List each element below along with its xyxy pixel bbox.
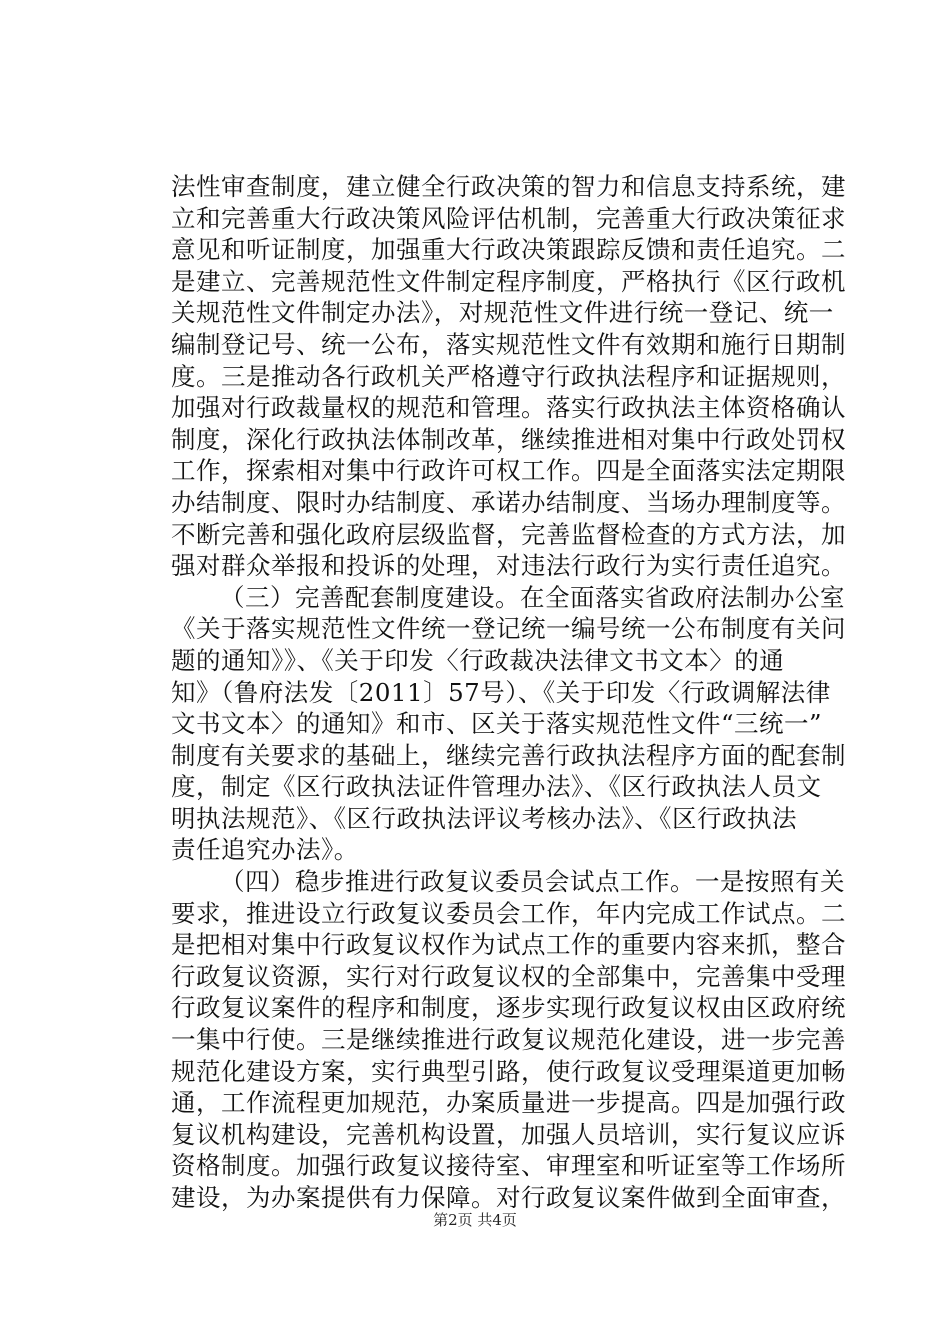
text-line: 立和完善重大行政决策风险评估机制，完善重大行政决策征求 [171,203,846,233]
text-line: 知》（鲁府法发〔2011〕57号）、《关于印发〈行政调解法律 [171,677,831,707]
paragraph-heading-4: （四）稳步推进行政复议委员会试点工作。一是按照有关 [220,867,845,897]
text-line: 文书文本〉的通知》和市、区关于落实规范性文件“三统一” [171,709,823,739]
body-text [171,171,846,1214]
text-line: 度。三是推动各行政机关严格遵守行政执法程序和证据规则， [171,361,846,391]
text-line: 是把相对集中行政复议权作为试点工作的重要内容来抓，整合 [171,930,846,960]
text-line: 办结制度、限时办结制度、承诺办结制度、当场办理制度等。 [171,487,846,517]
text-line: 加强对行政裁量权的规范和管理。落实行政执法主体资格确认 [171,393,846,423]
text-line: 明执法规范》、《区行政执法评议考核办法》、《区行政执法 [171,803,797,833]
text-line: 复议机构建设，完善机构设置，加强人员培训，实行复议应诉 [171,1119,846,1149]
text-line: 一集中行使。三是继续推进行政复议规范化建设，进一步完善 [171,1025,846,1055]
text-line: 资格制度。加强行政复议接待室、审理室和听证室等工作场所 [171,1151,846,1181]
text-line: 意见和听证制度，加强重大行政决策跟踪反馈和责任追究。二 [171,235,846,265]
text-line: 度，制定《区行政执法证件管理办法》、《区行政执法人员文 [171,772,822,802]
text-line: 不断完善和强化政府层级监督，完善监督检查的方式方法，加 [171,519,846,549]
text-line: 通，工作流程更加规范，办案质量进一步提高。四是加强行政 [171,1088,846,1118]
text-line: 要求，推进设立行政复议委员会工作，年内完成工作试点。二 [171,898,846,928]
text-line: 题的通知》》、《关于印发〈行政裁决法律文书文本〉的通 [171,645,785,675]
text-line: 规范化建设方案，实行典型引路，使行政复议受理渠道更加畅 [171,1056,846,1086]
text-line: 行政复议案件的程序和制度，逐步实现行政复议权由区政府统 [171,993,846,1023]
text-line: 制度，深化行政执法体制改革，继续推进相对集中行政处罚权 [171,424,846,454]
text-line: 制度有关要求的基础上，继续完善行政执法程序方面的配套制 [171,740,846,770]
paragraph-heading-3: （三）完善配套制度建设。在全面落实省政府法制办公室 [220,582,845,612]
text-line: 行政复议资源，实行对行政复议权的全部集中，完善集中受理 [171,961,846,991]
text-line: 关规范性文件制定办法》，对规范性文件进行统一登记、统一 [171,298,834,328]
page-footer: 第2页 共4页 [433,1211,517,1229]
text-line: 法性审查制度，建立健全行政决策的智力和信息支持系统，建 [171,172,846,201]
text-line: 《关于落实规范性文件统一登记统一编号统一公布制度有关问 [171,614,846,644]
text-line: 责任追究办法》。 [171,835,359,865]
text-line: 建设，为办案提供有力保障。对行政复议案件做到全面审查， [171,1183,846,1212]
text-line: 工作，探索相对集中行政许可权工作。四是全面落实法定期限 [171,456,846,486]
text-line: 编制登记号、统一公布，落实规范性文件有效期和施行日期制 [171,329,846,359]
text-line: 强对群众举报和投诉的处理，对违法行政行为实行责任追究。 [171,551,846,581]
text-line: 是建立、完善规范性文件制定程序制度，严格执行《区行政机 [171,266,846,296]
